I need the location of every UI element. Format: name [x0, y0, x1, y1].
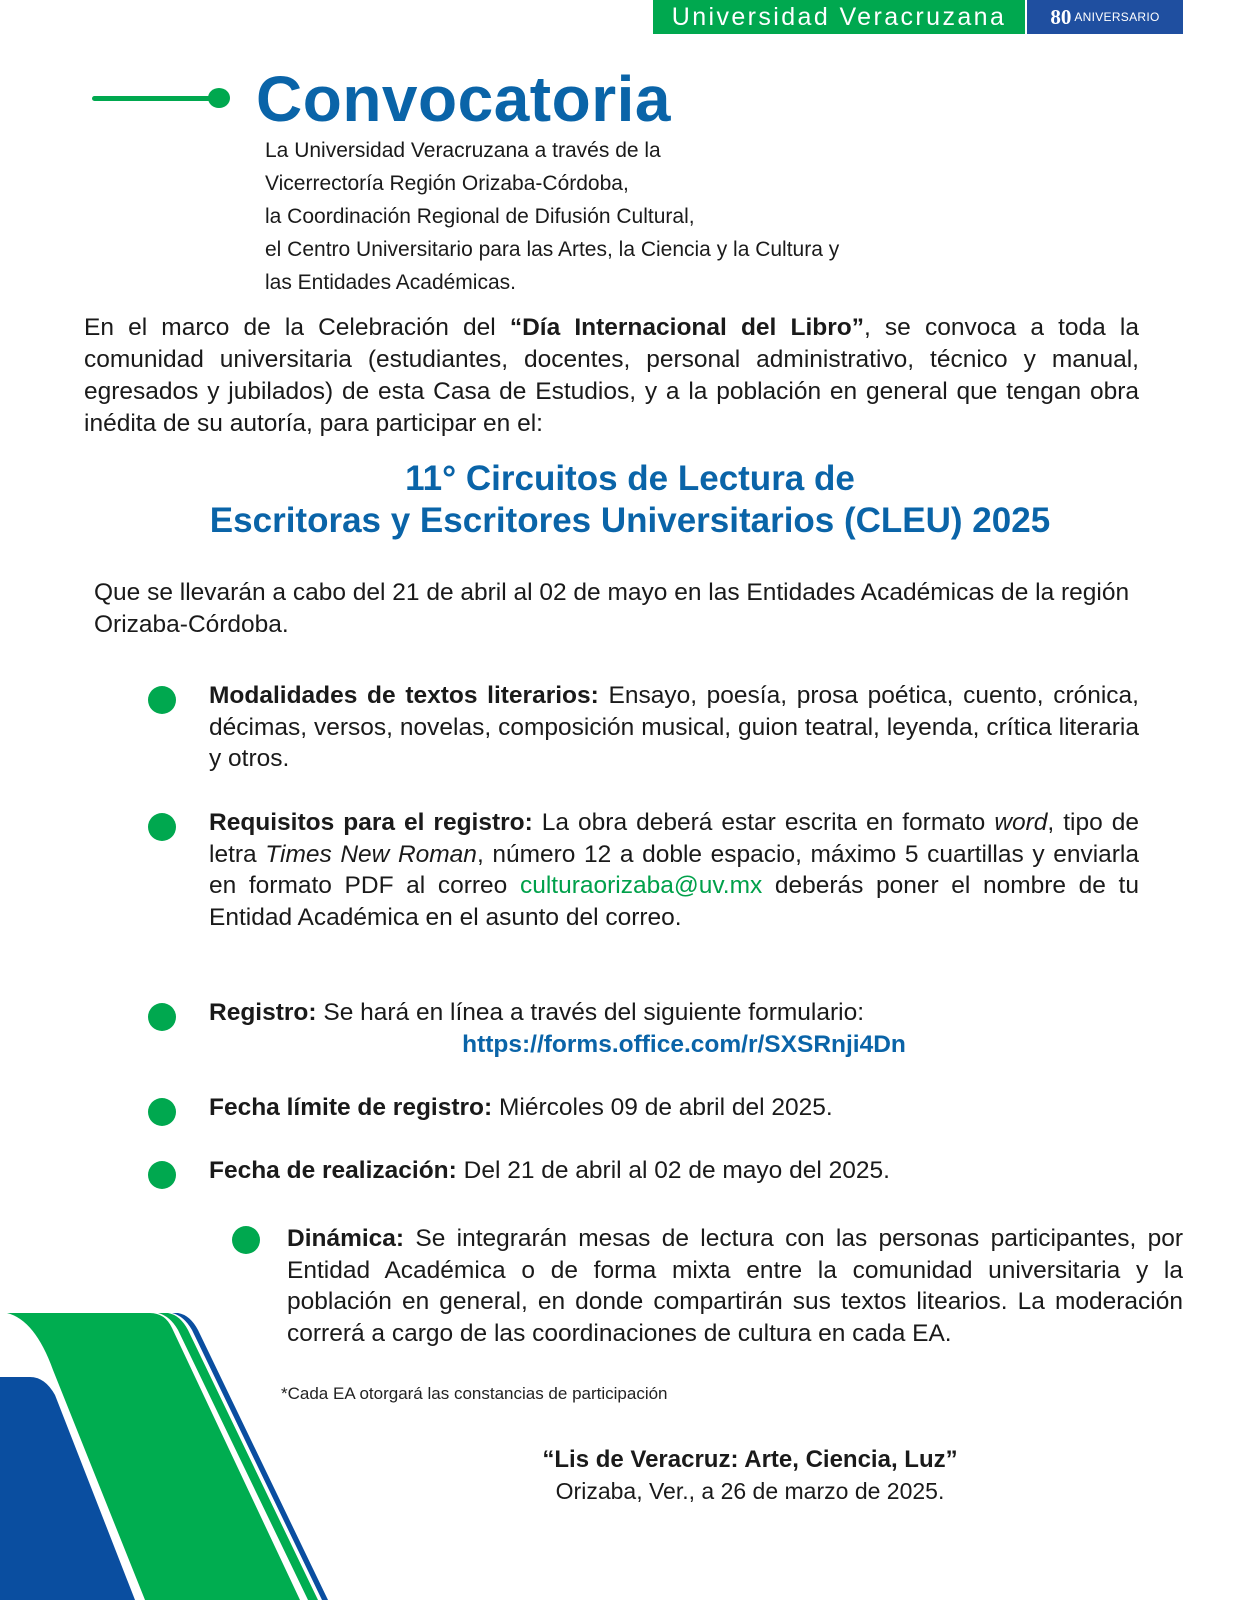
item-italic: word — [994, 809, 1048, 836]
title-line-decoration — [92, 96, 217, 101]
list-item-dinamica — [287, 1223, 1183, 1349]
item-label: Fecha de realización: — [209, 1157, 457, 1184]
bullet-icon — [148, 1161, 176, 1189]
list-item-fecha-realizacion — [209, 1155, 1139, 1187]
event-title — [80, 458, 1180, 542]
item-text: , número 12 a doble espacio, máximo 5 cuartillas y enviarla en formato PDF al correo — [209, 840, 1139, 899]
item-text: Miércoles 09 de abril del 2025. — [492, 1094, 833, 1121]
title-dot-icon — [208, 88, 230, 108]
list-item-fecha-limite — [209, 1092, 1139, 1124]
paragraph-highlight: “Día Internacional del Libro” — [509, 314, 864, 341]
anniversary-badge — [1027, 0, 1183, 34]
intro-line: las Entidades Académicas. — [265, 271, 516, 294]
place-date: Orizaba, Ver., a 26 de marzo de 2025. — [555, 1478, 945, 1504]
paragraph-text: , se convoca a toda la comunidad universitaria (estudiantes, docentes, personal administrativo, técnico y manual, egresados y jubilados) de esta Casa de Estudios, y a la población en general que tengan obra inédita de su autoría, para participar en el: — [84, 314, 1139, 437]
intro-line: Vicerrectoría Región Orizaba-Córdoba, — [265, 172, 629, 195]
anniversary-number: 80 — [1050, 4, 1072, 29]
item-text: Se hará en línea a través del siguiente formulario: — [316, 999, 865, 1026]
list-item-registro — [209, 997, 1139, 1060]
item-label: Registro: — [209, 999, 317, 1026]
email-link[interactable]: culturaorizaba@uv.mx — [519, 872, 763, 899]
bullet-icon — [148, 1098, 176, 1126]
item-text: Del 21 de abril al 02 de mayo del 2025. — [456, 1157, 890, 1184]
anniversary-label: ANIVERSARIO — [1074, 10, 1160, 24]
item-label: Requisitos para el registro: — [209, 809, 533, 836]
item-label: Dinámica: — [287, 1225, 405, 1252]
intro-line: la Coordinación Regional de Difusión Cultural, — [265, 205, 695, 228]
decorative-stripes-icon — [0, 1280, 340, 1600]
institution-name: Universidad Veracruzana — [653, 0, 1025, 34]
dates-paragraph: Que se llevarán a cabo del 21 de abril al 02 de mayo en las Entidades Académicas de la región Orizaba-Córdoba. — [94, 579, 1130, 638]
event-title-line-1: 11° Circuitos de Lectura de — [405, 459, 855, 498]
item-text: La obra deberá estar escrita en formato — [532, 809, 995, 836]
item-label: Fecha límite de registro: — [209, 1094, 493, 1121]
intro-line: La Universidad Veracruzana a través de la — [265, 139, 661, 162]
item-text: deberás poner el nombre de tu Entidad Académica en el asunto del correo. — [209, 872, 1139, 931]
intro-block — [265, 134, 839, 299]
item-text: , tipo de letra — [209, 809, 1139, 868]
motto: “Lis de Veracruz: Arte, Ciencia, Luz” — [542, 1446, 958, 1473]
item-italic: Times New Roman — [265, 840, 477, 868]
list-item-requisitos — [209, 807, 1139, 933]
bullet-icon — [148, 686, 176, 714]
main-paragraph — [84, 312, 1139, 440]
page-title: Convocatoria — [256, 63, 671, 135]
registration-form-link[interactable]: https://forms.office.com/r/SXSRnji4Dn — [462, 1030, 906, 1058]
paragraph-text: En el marco de la Celebración del — [84, 314, 510, 341]
bullet-icon — [148, 813, 176, 841]
list-item-modalidades — [209, 680, 1139, 775]
bullet-icon — [148, 1003, 176, 1031]
intro-line: el Centro Universitario para las Artes, la Ciencia y la Cultura y — [265, 238, 840, 261]
header-banner — [653, 0, 1183, 34]
event-title-line-2: Escritoras y Escritores Universitarios (CLEU) 2025 — [209, 501, 1051, 540]
bullet-icon — [232, 1226, 260, 1254]
item-text: Se integrarán mesas de lectura con las personas participantes, por Entidad Académica o de forma mixta entre la comunidad universitaria y la población en general, en donde compartirán sus textos litearios. La moderación correrá a cargo de las coordinaciones de cultura en cada EA. — [287, 1225, 1183, 1347]
item-text: Ensayo, poesía, prosa poética, cuento, crónica, décimas, versos, novelas, composición musical, guion teatral, leyenda, crítica literaria y otros. — [209, 682, 1139, 772]
footnote: *Cada EA otorgará las constancias de participación — [281, 1384, 668, 1403]
item-label: Modalidades de textos literarios: — [209, 682, 599, 709]
